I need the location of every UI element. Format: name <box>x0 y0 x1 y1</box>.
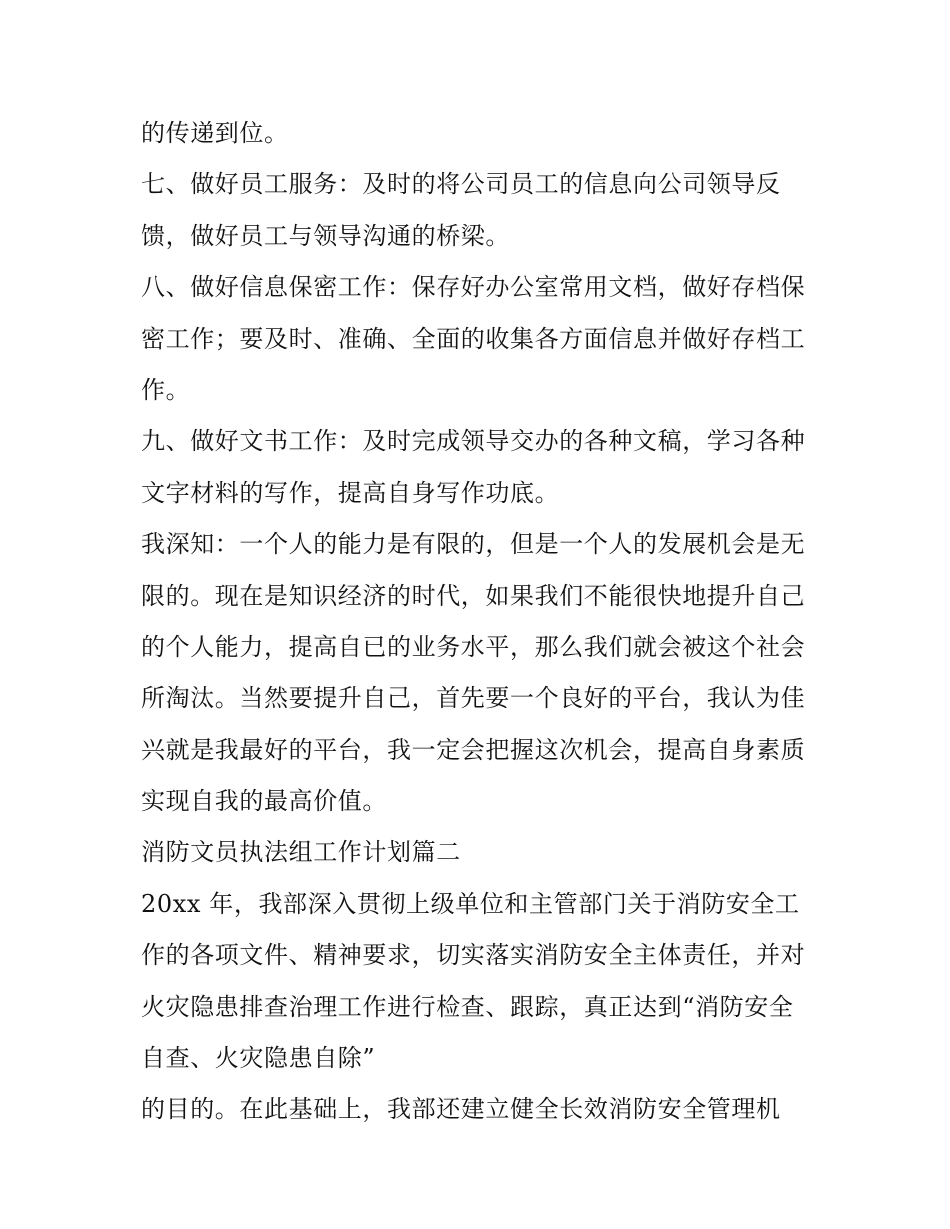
document-body <box>141 108 821 1136</box>
text-line: 兴就是我最好的平台，我一定会把握这次机会，提高自身素质 <box>141 735 806 764</box>
section-heading: 消防文员执法组工作计划篇二 <box>141 838 461 867</box>
text-line: 20xx 年，我部深入贯彻上级单位和主管部门关于消防安全工 <box>141 889 800 918</box>
text-line: 文字材料的写作，提高自身写作功底。 <box>141 478 560 507</box>
text-line: 火灾隐患排查治理工作进行检查、跟踪，真正达到“消防安全 <box>141 992 794 1021</box>
text-line: 我深知：一个人的能力是有限的，但是一个人的发展机会是无 <box>141 530 806 559</box>
text-line: 的传递到位。 <box>141 119 289 147</box>
text-line: 作的各项文件、精神要求，切实落实消防安全主体责任，并对 <box>141 941 806 970</box>
text-line: 自查、火灾隐患自除” <box>141 1044 376 1073</box>
text-line: 的目的。在此基础上，我部还建立健全长效消防安全管理机 <box>141 1095 781 1124</box>
text-line: 馈，做好员工与领导沟通的桥梁。 <box>141 221 510 250</box>
text-line: 七、做好员工服务：及时的将公司员工的信息向公司领导反 <box>141 170 781 199</box>
text-line: 密工作；要及时、准确、全面的收集各方面信息并做好存档工 <box>141 324 806 353</box>
text-line: 实现自我的最高价值。 <box>141 787 387 816</box>
text-line: 所淘汰。当然要提升自己，首先要一个良好的平台，我认为佳 <box>141 684 806 713</box>
text-line: 八、做好信息保密工作：保存好办公室常用文档，做好存档保 <box>141 273 806 302</box>
text-line: 的个人能力，提高自已的业务水平，那么我们就会被这个社会 <box>141 632 806 661</box>
text-line: 作。 <box>141 375 191 404</box>
text-line: 限的。现在是知识经济的时代，如果我们不能很快地提升自己 <box>141 581 806 610</box>
text-line: 九、做好文书工作：及时完成领导交办的各种文稿，学习各种 <box>141 427 806 456</box>
